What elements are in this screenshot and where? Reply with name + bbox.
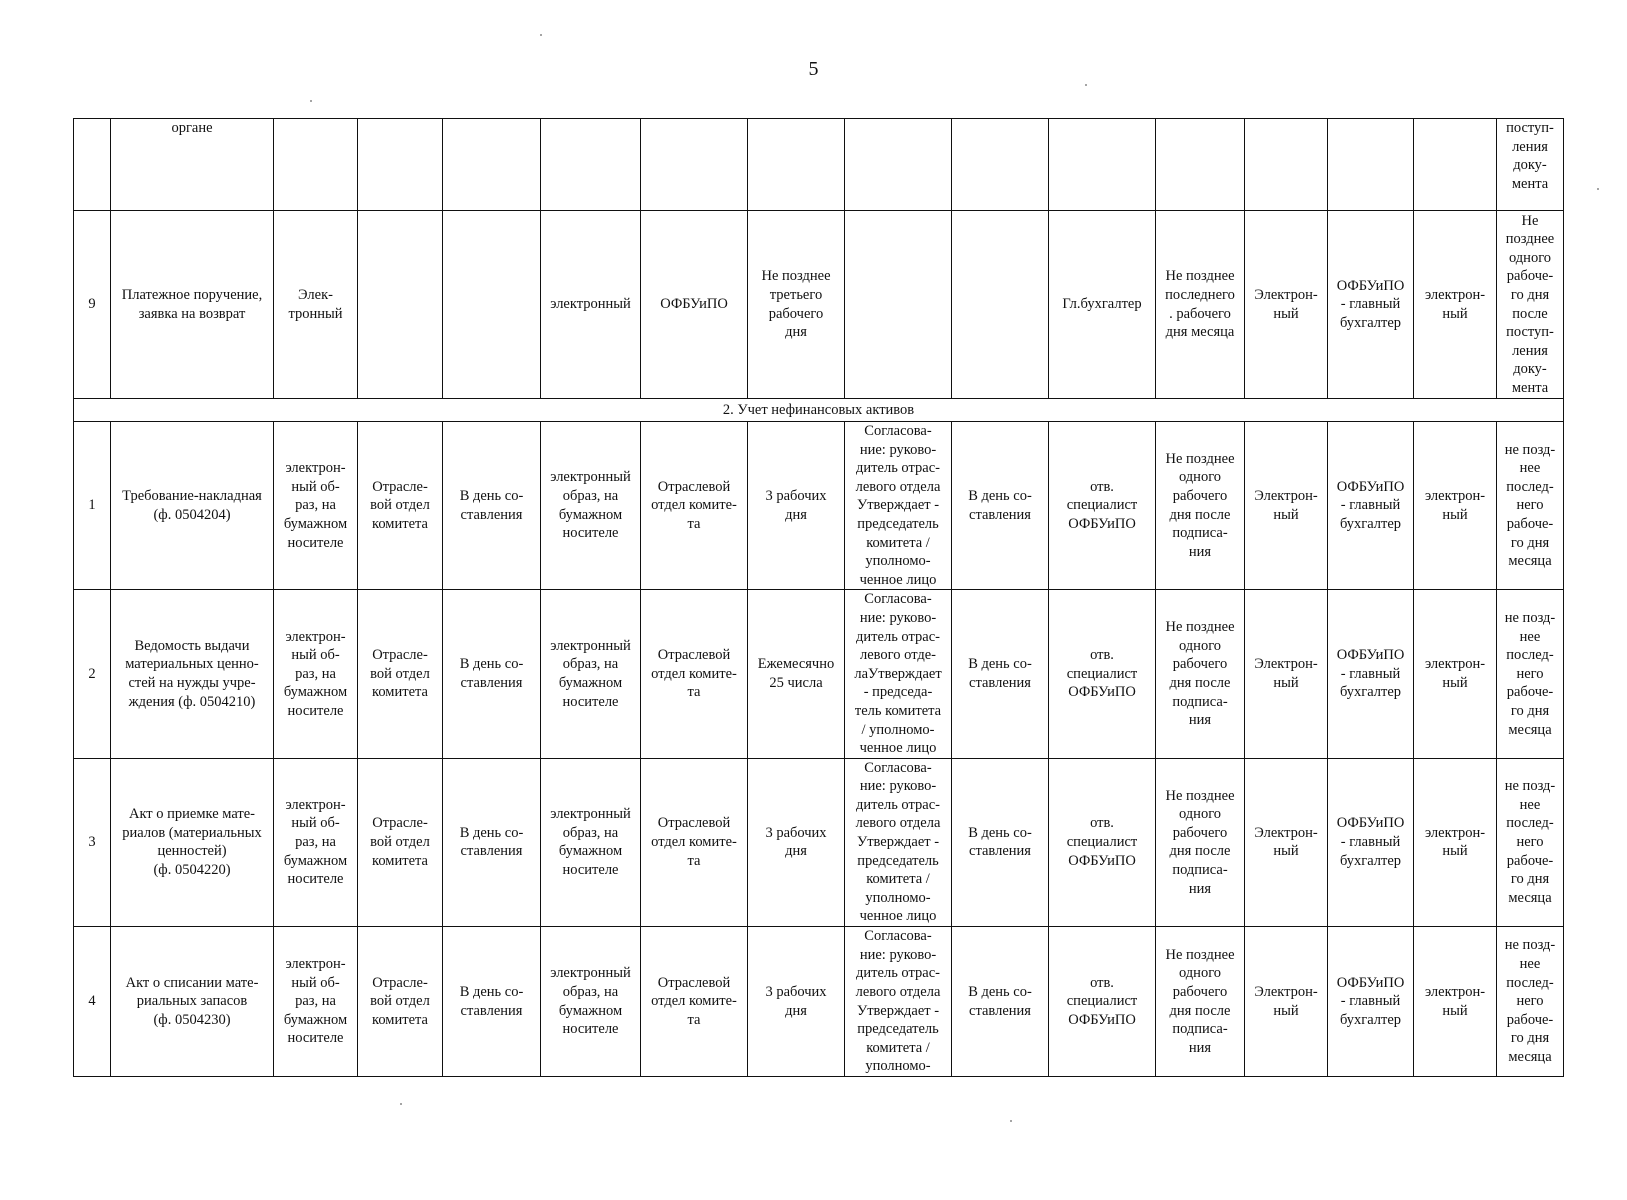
cell-term: Не позднее последнего . рабочего дня месяца <box>1156 211 1245 399</box>
scan-speck <box>1010 1120 1012 1122</box>
cell-responsible: Гл.бухгалтер <box>1049 211 1156 399</box>
cell-num <box>74 119 111 211</box>
table-row <box>74 927 1564 1077</box>
cell-term: В день со- ставления <box>952 758 1049 926</box>
cell-responsible: отв. специалист ОФБУиПО <box>1049 758 1156 926</box>
cell-form: электрон- ный <box>1414 211 1497 399</box>
cell-originator: Отрасле- вой отдел комитета <box>358 590 443 758</box>
cell-form: электрон- ный об- раз, на бумажном носителе <box>274 758 358 926</box>
cell-document-name: Акт о списании мате- риальных запасов (ф. 0504230) <box>111 927 274 1077</box>
cell-num: 3 <box>74 758 111 926</box>
cell-responsible: ОФБУиПО - главный бухгалтер <box>1328 758 1414 926</box>
cell-responsible: отв. специалист ОФБУиПО <box>1049 590 1156 758</box>
cell-recipient: Отраслевой отдел комите- та <box>641 590 748 758</box>
table-row <box>74 211 1564 399</box>
cell-deadline: не позд- нее послед- него рабоче- го дня месяца <box>1497 422 1564 590</box>
cell-form: электрон- ный <box>1414 422 1497 590</box>
cell-recipient: Отраслевой отдел комите- та <box>641 927 748 1077</box>
cell-document-name: Акт о приемке мате- риалов (материальных ценностей) (ф. 0504220) <box>111 758 274 926</box>
cell-term: 3 рабочих дня <box>748 927 845 1077</box>
cell-deadline: не позд- нее послед- него рабоче- го дня месяца <box>1497 758 1564 926</box>
cell-term: В день со- ставления <box>952 927 1049 1077</box>
cell-term: Ежемесячно 25 числа <box>748 590 845 758</box>
cell-form: Электрон- ный <box>1245 590 1328 758</box>
cell-term: В день со- ставления <box>952 422 1049 590</box>
scan-speck <box>1085 84 1087 86</box>
cell-term: Не позднее одного рабочего дня после подписа- ния <box>1156 927 1245 1077</box>
cell-term: В день со- ставления <box>443 590 541 758</box>
cell-num: 1 <box>74 422 111 590</box>
cell-responsible: ОФБУиПО - главный бухгалтер <box>1328 590 1414 758</box>
cell-document-name: органе <box>111 119 274 211</box>
cell-document-name: Платежное поручение, заявка на возврат <box>111 211 274 399</box>
cell-form: электрон- ный <box>1414 758 1497 926</box>
cell-recipient: Отраслевой отдел комите- та <box>641 758 748 926</box>
cell-deadline: поступ- ления доку- мента <box>1497 119 1564 211</box>
cell-responsible: ОФБУиПО - главный бухгалтер <box>1328 927 1414 1077</box>
cell-num: 9 <box>74 211 111 399</box>
table-row <box>74 590 1564 758</box>
cell-term: В день со- ставления <box>443 422 541 590</box>
cell-transfer-form: электронный образ, на бумажном носителе <box>541 422 641 590</box>
table-row-continuation <box>74 119 1564 211</box>
cell-responsible: отв. специалист ОФБУиПО <box>1049 927 1156 1077</box>
cell-form: Электрон- ный <box>1245 758 1328 926</box>
cell-form: электрон- ный <box>1414 927 1497 1077</box>
cell-form: электрон- ный <box>1414 590 1497 758</box>
table-row <box>74 758 1564 926</box>
cell-approval: Согласова- ние: руково- дитель отрас- левого отдела Утверждает - председатель комитета / уполномо- ченное лицо <box>845 758 952 926</box>
cell-originator: Отрасле- вой отдел комитета <box>358 927 443 1077</box>
cell-form: Элек- тронный <box>274 211 358 399</box>
cell-form: Электрон- ный <box>1245 211 1328 399</box>
cell-transfer-form: электронный <box>541 211 641 399</box>
cell-form: электрон- ный об- раз, на бумажном носителе <box>274 422 358 590</box>
cell-num: 4 <box>74 927 111 1077</box>
cell-approval: Согласова- ние: руково- дитель отрас- левого отде- лаУтверждает - председа- тель комитета / уполномо- ченное лицо <box>845 590 952 758</box>
cell-term: 3 рабочих дня <box>748 422 845 590</box>
page-number: 5 <box>808 58 819 80</box>
cell-form: Электрон- ный <box>1245 927 1328 1077</box>
cell-transfer-form: электронный образ, на бумажном носителе <box>541 590 641 758</box>
scan-speck <box>1597 188 1599 190</box>
cell-form: Электрон- ный <box>1245 422 1328 590</box>
cell-term: 3 рабочих дня <box>748 758 845 926</box>
cell-term: Не позднее третьего рабочего дня <box>748 211 845 399</box>
register-table <box>73 118 1564 1077</box>
cell-document-name: Требование-накладная (ф. 0504204) <box>111 422 274 590</box>
cell-originator: Отрасле- вой отдел комитета <box>358 758 443 926</box>
cell-term: Не позднее одного рабочего дня после подписа- ния <box>1156 590 1245 758</box>
cell-num: 2 <box>74 590 111 758</box>
scan-speck <box>400 1103 402 1105</box>
cell-term: В день со- ставления <box>952 590 1049 758</box>
cell-transfer-form: электронный образ, на бумажном носителе <box>541 758 641 926</box>
scan-speck <box>310 100 312 102</box>
cell-responsible: отв. специалист ОФБУиПО <box>1049 422 1156 590</box>
section-title: 2. Учет нефинансовых активов <box>74 399 1564 422</box>
scan-speck <box>540 34 542 36</box>
cell-term: Не позднее одного рабочего дня после подписа- ния <box>1156 422 1245 590</box>
cell-document-name: Ведомость выдачи материальных ценно- стей на нужды учре- ждения (ф. 0504210) <box>111 590 274 758</box>
cell-approval: Согласова- ние: руково- дитель отрас- левого отдела Утверждает - председатель комитета / уполномо- ченное лицо <box>845 422 952 590</box>
cell-form: электрон- ный об- раз, на бумажном носителе <box>274 927 358 1077</box>
cell-recipient: ОФБУиПО <box>641 211 748 399</box>
cell-deadline: Не позднее одного рабоче- го дня после поступ- ления доку- мента <box>1497 211 1564 399</box>
cell-form: электрон- ный об- раз, на бумажном носителе <box>274 590 358 758</box>
table-row <box>74 422 1564 590</box>
cell-responsible: ОФБУиПО - главный бухгалтер <box>1328 422 1414 590</box>
section-header-row <box>74 399 1564 422</box>
cell-term: В день со- ставления <box>443 758 541 926</box>
cell-term: В день со- ставления <box>443 927 541 1077</box>
cell-deadline: не позд- нее послед- него рабоче- го дня месяца <box>1497 590 1564 758</box>
cell-transfer-form: электронный образ, на бумажном носителе <box>541 927 641 1077</box>
cell-responsible: ОФБУиПО - главный бухгалтер <box>1328 211 1414 399</box>
cell-recipient: Отраслевой отдел комите- та <box>641 422 748 590</box>
cell-originator: Отрасле- вой отдел комитета <box>358 422 443 590</box>
cell-deadline: не позд- нее послед- него рабоче- го дня месяца <box>1497 927 1564 1077</box>
cell-term: Не позднее одного рабочего дня после подписа- ния <box>1156 758 1245 926</box>
cell-approval: Согласова- ние: руково- дитель отрас- левого отдела Утверждает - председатель комитета / уполномо- <box>845 927 952 1077</box>
